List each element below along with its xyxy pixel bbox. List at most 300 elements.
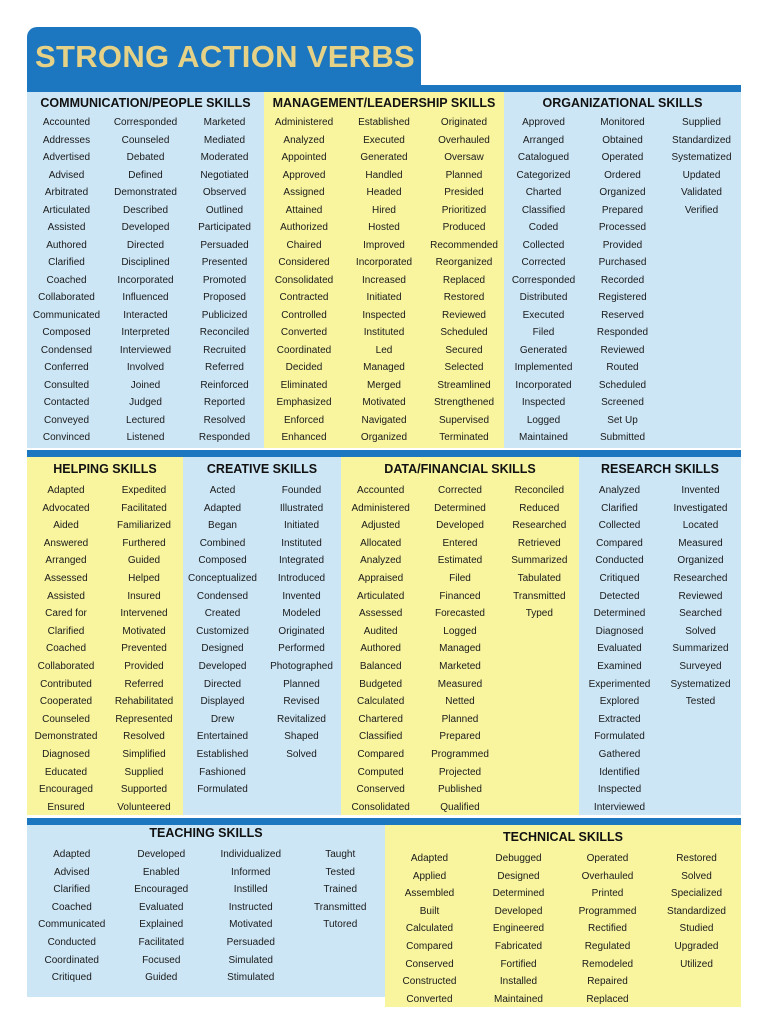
verb-item: Categorized <box>516 169 571 181</box>
section-heading: RESEARCH SKILLS <box>600 462 720 476</box>
verb-column <box>27 482 105 815</box>
verb-item: Screened <box>601 397 644 408</box>
verb-item: Streamlined <box>437 379 491 391</box>
verb-item: Participated <box>198 222 251 233</box>
verb-item: Invented <box>681 485 720 496</box>
verb-item: Explained <box>139 919 184 931</box>
verb-item: Executed <box>363 134 405 146</box>
verb-item: Transmitted <box>513 590 566 602</box>
verb-item: Designed <box>497 870 540 882</box>
verb-item: Tested <box>325 866 355 878</box>
verb-item: Terminated <box>439 432 489 443</box>
verb-item: Outlined <box>205 204 244 216</box>
verb-columns <box>27 114 264 447</box>
verb-item: Proposed <box>203 292 246 303</box>
verb-item: Classified <box>521 204 566 216</box>
verb-item: Ensured <box>47 801 85 813</box>
verb-item: Contributed <box>40 678 92 690</box>
verb-item: Developed <box>436 520 484 532</box>
verb-item: Headed <box>366 187 402 198</box>
verb-item: Computed <box>357 766 404 778</box>
verb-item: Experimented <box>588 678 651 690</box>
verb-item: Cooperated <box>39 696 93 708</box>
verb-item: Conferred <box>44 362 89 373</box>
verb-item: Approved <box>522 117 565 128</box>
verb-item: Typed <box>525 608 553 620</box>
verb-item: Composed <box>42 327 91 338</box>
verb-item: Constructed <box>402 976 457 988</box>
verb-item: Responded <box>198 432 251 443</box>
verb-item: Informed <box>231 866 271 878</box>
verb-item: Moderated <box>200 152 249 163</box>
verb-item: Analyzed <box>598 485 641 496</box>
section-heading: DATA/FINANCIAL SKILLS <box>384 462 536 476</box>
verb-columns <box>341 482 579 815</box>
verb-item: Led <box>375 344 393 356</box>
verb-item: Marketed <box>439 660 481 672</box>
verb-item: Organized <box>360 432 408 443</box>
verb-item: Debugged <box>495 853 542 864</box>
verb-item: Advised <box>48 169 85 181</box>
verb-item: Supported <box>120 784 168 796</box>
verb-item: Printed <box>591 888 624 900</box>
section-organizational <box>504 92 741 448</box>
divider-bottom <box>27 818 741 825</box>
verb-item: Emphasized <box>276 397 332 408</box>
verb-item: Reviewed <box>442 309 486 321</box>
verb-item: Planned <box>441 713 479 725</box>
verb-item: Managed <box>439 643 481 655</box>
verb-item: Demonstrated <box>114 187 177 198</box>
verb-item: Instilled <box>233 884 268 896</box>
verb-item: Prioritized <box>441 204 487 216</box>
verb-item: Addresses <box>42 134 91 146</box>
verb-item: Trained <box>323 884 358 896</box>
verb-item: Prepared <box>439 731 481 743</box>
verb-item: Distributed <box>519 292 568 303</box>
verb-item: Helped <box>128 572 160 584</box>
verb-item: Purchased <box>598 257 647 268</box>
verb-item: Solved <box>685 625 716 637</box>
verb-item: Instructed <box>228 901 273 913</box>
verb-item: Prepared <box>601 204 644 216</box>
verb-item: Merged <box>367 379 401 391</box>
verb-item: Persuaded <box>226 936 275 948</box>
verb-item: Explored <box>599 696 640 708</box>
verb-item: Considered <box>278 257 330 268</box>
verb-item: Reviewed <box>678 590 723 602</box>
verb-column <box>262 482 341 799</box>
verb-item: Supervised <box>438 414 490 426</box>
verb-item: Interpreted <box>121 327 170 338</box>
verb-item: Developed <box>137 849 186 860</box>
verb-item: Executed <box>522 309 565 321</box>
verb-item: Chartered <box>358 713 403 725</box>
verb-item: Balanced <box>359 660 402 672</box>
verb-item: Insured <box>127 590 161 602</box>
verb-item: Managed <box>363 362 405 373</box>
verb-item: Interviewed <box>593 801 646 813</box>
verb-item: Scheduled <box>598 379 647 391</box>
verb-item: Demonstrated <box>34 731 98 743</box>
verb-item: Researched <box>673 572 728 584</box>
section-creative <box>183 457 341 815</box>
verb-item: Collected <box>598 520 641 532</box>
verb-item: Measured <box>437 678 483 690</box>
verb-item: Classified <box>358 731 403 743</box>
verb-item: Examined <box>597 660 642 672</box>
verb-item: Surveyed <box>679 660 722 672</box>
verb-item: Advertised <box>42 152 91 163</box>
verb-item: Chaired <box>286 239 322 251</box>
verb-item: Reduced <box>519 502 560 514</box>
verb-item: Replaced <box>586 993 629 1005</box>
verb-item: Scheduled <box>440 327 488 338</box>
verb-item: Clarified <box>601 502 638 514</box>
verb-item: Conducted <box>47 936 96 948</box>
verb-item: Cared for <box>45 608 87 620</box>
verb-column <box>662 114 741 447</box>
verb-item: Consolidated <box>351 801 410 813</box>
verb-item: Described <box>122 204 169 216</box>
verb-item: Judged <box>129 397 162 408</box>
verb-item: Supplied <box>124 766 164 778</box>
verb-item: Set Up <box>607 414 638 426</box>
verb-column <box>264 114 344 447</box>
verb-item: Defined <box>128 169 163 181</box>
verb-item: Regulated <box>584 940 631 952</box>
section-technical <box>385 825 741 1007</box>
verb-item: Decided <box>285 362 323 373</box>
verb-item: Reorganized <box>435 257 493 268</box>
verb-item: Entered <box>442 537 478 549</box>
verb-item: Calculated <box>405 923 454 935</box>
verb-item: Answered <box>43 537 89 549</box>
verb-item: Corresponded <box>511 274 576 286</box>
verb-item: Verified <box>684 204 719 216</box>
verb-item: Aided <box>53 520 79 532</box>
verb-item: Resolved <box>203 414 246 426</box>
verb-item: Expedited <box>121 485 167 496</box>
verb-item: Utilized <box>680 958 713 970</box>
verb-column <box>27 114 106 447</box>
verb-column <box>660 482 741 815</box>
verb-item: Fabricated <box>494 940 543 952</box>
verb-item: Calculated <box>357 696 405 708</box>
section-heading: TEACHING SKILLS <box>149 826 263 840</box>
verb-item: Adapted <box>53 849 91 860</box>
verb-item: Eliminated <box>280 379 328 391</box>
verb-item: Tested <box>685 696 716 708</box>
verb-item: Maintained <box>519 432 568 443</box>
verb-item: Incorporated <box>515 379 572 391</box>
verb-item: Conducted <box>595 555 644 567</box>
verb-item: Individualized <box>220 849 282 860</box>
verb-item: Standardized <box>667 905 726 917</box>
verb-item: Formulated <box>594 731 645 743</box>
verb-item: Diagnosed <box>42 748 90 760</box>
verb-item: Reserved <box>601 309 644 321</box>
verb-item: Installed <box>499 976 538 988</box>
verb-item: Adapted <box>410 853 449 864</box>
section-heading: ORGANIZATIONAL SKILLS <box>542 96 703 110</box>
verb-item: Planned <box>445 169 483 181</box>
verb-item: Evaluated <box>597 643 642 655</box>
verb-column <box>185 114 264 447</box>
verb-item: Revitalized <box>277 713 326 725</box>
verb-item: Entertained <box>196 731 249 743</box>
verb-item: Assisted <box>47 590 85 602</box>
section-heading: COMMUNICATION/PEOPLE SKILLS <box>40 96 251 110</box>
verb-item: Coded <box>528 222 559 233</box>
verb-item: Acted <box>209 485 236 496</box>
verb-column <box>105 482 183 815</box>
title-banner <box>27 27 421 85</box>
verb-column <box>579 482 660 815</box>
verb-item: Negotiated <box>200 169 249 181</box>
verb-item: Customized <box>196 625 249 637</box>
verb-column <box>341 482 420 815</box>
verb-item: Appraised <box>358 572 404 584</box>
page-title: STRONG ACTION VERBS <box>35 39 416 74</box>
verb-item: Assessed <box>44 572 88 584</box>
verb-item: Encouraged <box>39 784 93 796</box>
section-research <box>579 457 741 815</box>
verb-item: Revised <box>283 696 320 708</box>
verb-item: Systematized <box>671 152 732 163</box>
section-helping <box>27 457 183 815</box>
verb-item: Provided <box>124 660 164 672</box>
verb-item: Focused <box>142 954 181 966</box>
verb-item: Determined <box>434 502 486 514</box>
verb-item: Administered <box>274 117 334 128</box>
verb-item: Combined <box>199 537 246 549</box>
verb-item: Processed <box>598 222 647 233</box>
verb-item: Coordinated <box>44 954 99 966</box>
verb-item: Integrated <box>278 555 325 567</box>
verb-item: Directed <box>126 239 165 251</box>
verb-item: Submitted <box>599 432 646 443</box>
verb-item: Identified <box>599 766 640 778</box>
verb-item: Updated <box>682 169 721 181</box>
verb-item: Inspected <box>362 309 406 321</box>
verb-item: Photographed <box>270 660 333 672</box>
verb-item: Directed <box>203 678 242 690</box>
verb-column <box>385 850 474 1007</box>
verb-item: Performed <box>278 643 325 655</box>
verb-item: Filed <box>449 572 471 584</box>
verb-item: Attained <box>285 204 323 216</box>
section-management <box>264 92 504 448</box>
verb-item: Instituted <box>281 537 322 549</box>
verb-item: Initiated <box>366 292 402 303</box>
verb-item: Founded <box>281 485 322 496</box>
verb-item: Overhauled <box>581 870 634 882</box>
verb-item: Planned <box>283 678 320 690</box>
verb-item: Provided <box>602 239 643 251</box>
verb-item: Encouraged <box>134 884 189 896</box>
verb-item: Conserved <box>356 784 405 796</box>
verb-item: Authorized <box>280 222 328 233</box>
verb-item: Invented <box>282 590 321 602</box>
verb-item: Implemented <box>514 362 573 373</box>
verb-item: Determined <box>593 608 646 620</box>
verb-item: Represented <box>115 713 173 725</box>
verb-item: Drew <box>210 713 235 725</box>
verb-column <box>652 850 741 1007</box>
verb-item: Referred <box>124 678 164 690</box>
verb-item: Observed <box>202 187 247 198</box>
verb-item: Guided <box>127 555 161 567</box>
verb-item: Increased <box>362 274 406 286</box>
verb-item: Conveyed <box>43 414 90 426</box>
verb-item: Registered <box>598 292 647 303</box>
verb-item: Reviewed <box>600 344 645 356</box>
verb-item: Programmed <box>431 748 489 760</box>
verb-item: Adjusted <box>361 520 401 532</box>
verb-item: Maintained <box>494 993 543 1005</box>
verb-item: Remodeled <box>581 958 634 970</box>
verb-item: Routed <box>606 362 639 373</box>
verb-item: Publicized <box>201 309 248 321</box>
verb-item: Communicated <box>38 919 106 931</box>
verb-item: Handled <box>365 169 403 181</box>
verb-item: Ordered <box>604 169 641 181</box>
verb-item: Consulted <box>43 379 90 391</box>
verb-item: Solved <box>681 870 712 882</box>
verb-item: Generated <box>360 152 408 163</box>
verb-item: Originated <box>440 117 488 128</box>
verb-column <box>424 114 504 447</box>
verb-item: Communicated <box>32 309 101 321</box>
verb-item: Collaborated <box>37 660 95 672</box>
verb-item: Assisted <box>47 222 86 233</box>
verb-item: Compared <box>406 940 453 952</box>
verb-item: Coached <box>45 643 87 655</box>
verb-item: Gathered <box>598 748 641 760</box>
verb-item: Monitored <box>600 117 645 128</box>
verb-item: Fashioned <box>199 766 246 778</box>
verb-column <box>117 846 207 987</box>
divider-top <box>27 85 741 92</box>
verb-item: Improved <box>363 239 405 251</box>
verb-item: Hired <box>372 204 396 216</box>
verb-column <box>296 846 386 987</box>
verb-item: Educated <box>44 766 88 778</box>
verb-item: Administered <box>351 502 410 514</box>
verb-column <box>344 114 424 447</box>
verb-columns <box>183 482 341 799</box>
verb-item: Systematized <box>670 678 731 690</box>
verb-item: Motivated <box>229 919 273 931</box>
verb-item: Converted <box>406 993 453 1005</box>
verb-item: Incorporated <box>355 257 413 268</box>
verb-item: Investigated <box>673 502 728 514</box>
verb-column <box>504 114 583 447</box>
verb-item: Researched <box>512 520 567 532</box>
verb-item: Joined <box>130 379 161 391</box>
verb-item: Logged <box>443 625 477 637</box>
verb-column <box>206 846 296 987</box>
verb-item: Listened <box>126 432 165 443</box>
verb-item: Originated <box>278 625 325 637</box>
verb-item: Evaluated <box>139 901 184 913</box>
verb-item: Volunteered <box>117 801 171 813</box>
verb-item: Controlled <box>281 309 327 321</box>
verb-item: Strengthened <box>433 397 495 408</box>
verb-item: Motivated <box>362 397 406 408</box>
verb-columns <box>385 850 741 1007</box>
divider-middle <box>27 450 741 457</box>
verb-item: Upgraded <box>674 940 719 952</box>
verb-item: Generated <box>519 344 568 356</box>
verb-item: Motivated <box>122 625 166 637</box>
verb-item: Engineered <box>492 923 545 935</box>
verb-item: Reconciled <box>514 485 565 496</box>
verb-item: Arranged <box>522 134 565 146</box>
verb-columns <box>504 114 741 447</box>
verb-item: Diagnosed <box>595 625 644 637</box>
verb-item: Contacted <box>43 397 90 408</box>
section-heading: CREATIVE SKILLS <box>206 462 318 476</box>
verb-item: Conserved <box>405 958 454 970</box>
verb-column <box>106 114 185 447</box>
verb-item: Recorded <box>600 274 645 286</box>
verb-item: Coached <box>51 901 92 913</box>
verb-item: Charted <box>525 187 562 198</box>
verb-item: Introduced <box>277 572 326 584</box>
verb-item: Composed <box>198 555 247 567</box>
verb-item: Assembled <box>404 888 455 900</box>
verb-item: Corrected <box>438 485 482 496</box>
verb-item: Assigned <box>283 187 325 198</box>
verb-item: Conceptualized <box>188 572 257 584</box>
verb-item: Developed <box>198 660 247 672</box>
verb-item: Critiqued <box>51 972 92 984</box>
verb-item: Interviewed <box>119 344 172 356</box>
verb-item: Projected <box>438 766 482 778</box>
verb-item: Repaired <box>587 976 628 988</box>
verb-item: Collaborated <box>38 292 95 303</box>
verb-item: Coordinated <box>276 344 332 356</box>
verb-item: Inspected <box>521 397 566 408</box>
verb-column <box>563 850 652 1007</box>
verb-item: Detected <box>599 590 640 602</box>
verb-column <box>474 850 563 1007</box>
verb-item: Adapted <box>203 502 242 514</box>
verb-item: Referred <box>205 362 244 373</box>
verb-item: Oversaw <box>444 152 484 163</box>
verb-item: Validated <box>681 187 722 198</box>
verb-item: Intervened <box>120 608 168 620</box>
verb-item: Estimated <box>437 555 483 567</box>
verb-item: Determined <box>492 888 545 900</box>
verb-item: Operated <box>601 152 644 163</box>
verb-item: Restored <box>676 853 717 864</box>
verb-item: Searched <box>679 608 722 620</box>
verb-item: Adapted <box>47 485 85 496</box>
verb-item: Inspected <box>597 784 642 796</box>
verb-item: Tabulated <box>517 572 561 584</box>
verb-item: Guided <box>145 972 178 984</box>
verb-item: Analyzed <box>360 555 402 567</box>
verb-item: Taught <box>325 849 356 860</box>
verb-item: Condensed <box>196 590 249 602</box>
verb-item: Simplified <box>122 748 166 760</box>
verb-item: Filed <box>532 327 555 338</box>
verb-item: Facilitated <box>138 936 185 948</box>
verb-item: Summarized <box>511 555 568 567</box>
